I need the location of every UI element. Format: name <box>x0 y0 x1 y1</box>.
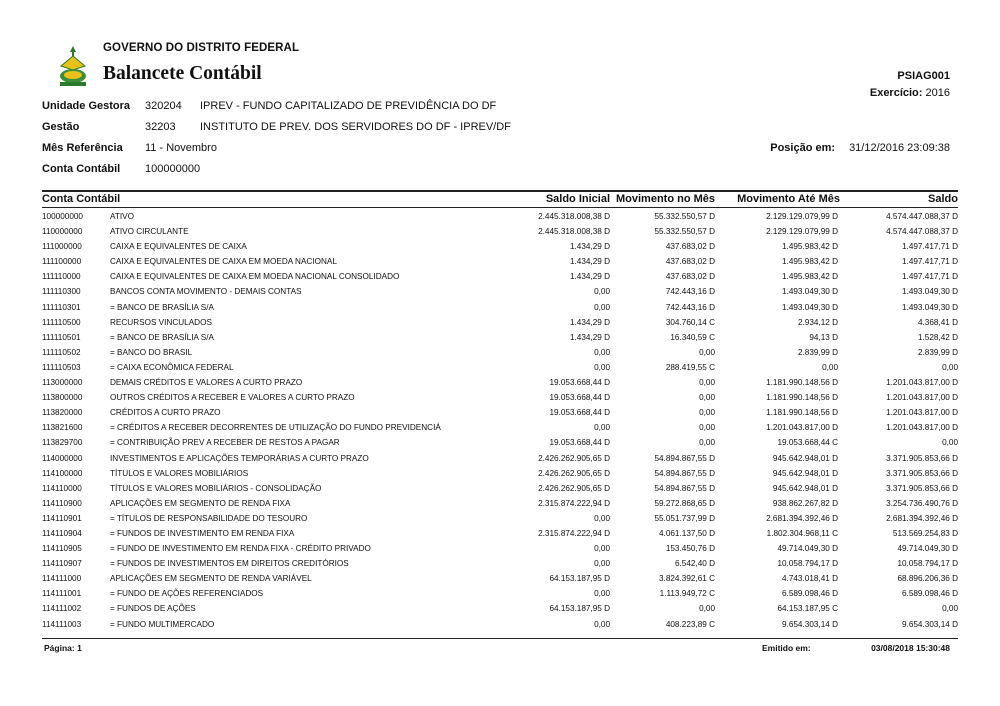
account-code-cell: 114110905 <box>42 544 82 554</box>
saldo-inicial-cell: 2.445.318.008,38 D <box>538 227 610 237</box>
saldo-cell: 1.528,42 D <box>917 332 958 342</box>
saldo-inicial-cell: 2.426.262.905,65 D <box>538 483 610 493</box>
table-row <box>42 345 958 360</box>
movimento-ate-mes-cell: 1.495.983,42 D <box>782 242 838 252</box>
movimento-ate-mes-cell: 945.642.948,01 D <box>772 453 838 463</box>
unidade-code: 320204 <box>145 100 182 112</box>
movimento-mes-cell: 54.894.867,55 D <box>654 483 715 493</box>
movimento-ate-mes-cell: 1.802.304.968,11 C <box>766 528 838 538</box>
conta-value: 100000000 <box>145 163 201 175</box>
account-description-cell: = TÍTULOS DE RESPONSABILIDADE DO TESOURO <box>110 513 308 523</box>
account-code-cell: 100000000 <box>42 212 83 221</box>
account-code-cell: 111110500 <box>42 317 81 327</box>
saldo-inicial-cell: 0,00 <box>594 287 610 297</box>
account-description-cell: RECURSOS VINCULADOS <box>110 317 212 327</box>
account-code-cell: 111110300 <box>42 287 81 297</box>
saldo-inicial-cell: 1.434,29 D <box>569 332 610 342</box>
account-description-cell: TÍTULOS E VALORES MOBILIÁRIOS - CONSOLIDAÇÃO <box>110 483 322 493</box>
movimento-mes-cell: 55.332.550,57 D <box>654 212 715 221</box>
table-row <box>42 269 958 284</box>
saldo-cell: 2.681.394.392,46 D <box>886 513 958 523</box>
saldo-cell: 3.254.736.490,76 D <box>886 498 958 508</box>
movimento-ate-mes-cell: 6.589.098,46 D <box>782 589 838 599</box>
movimento-mes-cell: 0,00 <box>699 347 715 357</box>
movimento-ate-mes-cell: 2.129.129.079,99 D <box>766 227 838 237</box>
saldo-inicial-cell: 1.434,29 D <box>569 272 610 282</box>
account-description-cell: OUTROS CRÉDITOS A RECEBER E VALORES A CURTO PRAZO <box>110 393 355 403</box>
saldo-inicial-cell: 1.434,29 D <box>569 257 610 267</box>
table-row <box>42 420 958 435</box>
account-description-cell: = FUNDO MULTIMERCADO <box>110 619 215 629</box>
movimento-ate-mes-cell: 1.495.983,42 D <box>782 257 838 267</box>
movimento-ate-mes-cell: 938.862.267,82 D <box>772 498 838 508</box>
table-row <box>42 511 958 526</box>
gestao-code: 32203 <box>145 121 176 133</box>
account-description-cell: CAIXA E EQUIVALENTES DE CAIXA EM MOEDA NACIONAL <box>110 257 337 267</box>
table-body <box>42 209 958 632</box>
unidade-label: Unidade Gestora <box>42 100 131 112</box>
saldo-cell: 68.896.206,36 D <box>897 574 958 584</box>
table-row <box>42 586 958 601</box>
table-row <box>42 284 958 299</box>
account-description-cell: = BANCO DO BRASIL <box>110 347 193 357</box>
account-code-cell: 114111000 <box>42 574 82 584</box>
movimento-ate-mes-cell: 2.839,99 D <box>797 347 838 357</box>
movimento-mes-cell: 153.450,76 D <box>665 544 715 554</box>
table-row <box>42 601 958 616</box>
page-label: Página: <box>44 643 75 653</box>
account-description-cell: CAIXA E EQUIVALENTES DE CAIXA EM MOEDA NACIONAL CONSOLIDADO <box>110 272 400 282</box>
saldo-inicial-cell: 19.053.668,44 D <box>549 408 610 418</box>
table-row <box>42 375 958 390</box>
movimento-mes-cell: 408.223,89 C <box>665 619 715 629</box>
saldo-cell: 1.497.417,71 D <box>902 242 958 252</box>
saldo-inicial-cell: 1.434,29 D <box>569 317 610 327</box>
gdf-emblem-logo <box>58 46 88 88</box>
account-description-cell: DEMAIS CRÉDITOS E VALORES A CURTO PRAZO <box>110 378 303 388</box>
table-row <box>42 526 958 541</box>
account-code-cell: 114110907 <box>42 559 82 569</box>
movimento-mes-cell: 288.419,55 C <box>665 362 715 372</box>
page-value: 1 <box>77 643 82 653</box>
saldo-cell: 1.497.417,71 D <box>902 257 958 267</box>
government-name: GOVERNO DO DISTRITO FEDERAL <box>103 42 300 54</box>
account-code-cell: 114111001 <box>42 589 82 599</box>
movimento-mes-cell: 54.894.867,55 D <box>654 468 715 478</box>
account-description-cell: = FUNDO DE INVESTIMENTO EM RENDA FIXA - CRÉDITO PRIVADO <box>110 544 371 554</box>
saldo-cell: 49.714.049,30 D <box>897 544 958 554</box>
col-header-conta: Conta Contábil <box>42 193 121 205</box>
account-description-cell: CRÉDITOS A CURTO PRAZO <box>110 408 221 418</box>
saldo-inicial-cell: 1.434,29 D <box>569 242 610 252</box>
movimento-ate-mes-cell: 1.181.990.148,56 D <box>766 393 838 403</box>
table-row <box>42 451 958 466</box>
movimento-mes-cell: 0,00 <box>699 408 715 418</box>
movimento-mes-cell: 3.824.392,61 C <box>659 574 715 584</box>
report-code: PSIAG001 <box>897 70 950 82</box>
saldo-inicial-cell: 19.053.668,44 D <box>549 393 610 403</box>
account-description-cell: = BANCO DE BRASÍLIA S/A <box>110 332 214 342</box>
movimento-mes-cell: 0,00 <box>699 423 715 433</box>
movimento-ate-mes-cell: 1.495.983,42 D <box>782 272 838 282</box>
page-number <box>44 643 82 653</box>
table-row <box>42 224 958 239</box>
movimento-ate-mes-cell: 945.642.948,01 D <box>772 483 838 493</box>
saldo-cell: 4.368,41 D <box>917 317 958 327</box>
account-description-cell: = CAIXA ECONÔMICA FEDERAL <box>110 362 234 372</box>
table-row <box>42 315 958 330</box>
account-description-cell: BANCOS CONTA MOVIMENTO - DEMAIS CONTAS <box>110 287 302 297</box>
saldo-inicial-cell: 0,00 <box>594 544 610 554</box>
table-row <box>42 556 958 571</box>
account-description-cell: APLICAÇÕES EM SEGMENTO DE RENDA FIXA <box>110 498 291 508</box>
col-header-saldo: Saldo <box>928 193 958 205</box>
table-row <box>42 360 958 375</box>
saldo-cell: 1.201.043.817,00 D <box>886 408 958 418</box>
exercicio-value: 2016 <box>925 87 950 99</box>
account-code-cell: 114110000 <box>42 483 82 493</box>
table-row <box>42 466 958 481</box>
movimento-ate-mes-cell: 2.681.394.392,46 D <box>766 513 838 523</box>
movimento-ate-mes-cell: 1.493.049,30 D <box>782 287 838 297</box>
movimento-mes-cell: 0,00 <box>699 438 715 448</box>
saldo-inicial-cell: 64.153.187,95 D <box>549 604 610 614</box>
unidade-name: IPREV - FUNDO CAPITALIZADO DE PREVIDÊNCIA DO DF <box>200 100 497 112</box>
movimento-ate-mes-cell: 49.714.049,30 D <box>777 544 838 554</box>
movimento-mes-cell: 59.272.868,65 D <box>654 498 715 508</box>
saldo-cell: 3.371.905.853,66 D <box>886 483 958 493</box>
table-row <box>42 254 958 269</box>
table-row <box>42 239 958 254</box>
movimento-ate-mes-cell: 2.129.129.079,99 D <box>766 212 838 221</box>
saldo-inicial-cell: 0,00 <box>594 362 610 372</box>
table-row <box>42 330 958 345</box>
saldo-inicial-cell: 64.153.187,95 D <box>549 574 610 584</box>
movimento-mes-cell: 0,00 <box>699 393 715 403</box>
account-description-cell: = FUNDOS DE INVESTIMENTO EM RENDA FIXA <box>110 528 295 538</box>
conta-label: Conta Contábil <box>42 163 121 175</box>
account-code-cell: 114110900 <box>42 498 82 508</box>
account-code-cell: 114110901 <box>42 513 82 523</box>
account-code-cell: 114111002 <box>42 604 82 614</box>
gestao-name: INSTITUTO DE PREV. DOS SERVIDORES DO DF - IPREV/DF <box>200 121 511 133</box>
table-row <box>42 571 958 586</box>
account-code-cell: 113829700 <box>42 438 83 448</box>
movimento-mes-cell: 1.113.949,72 C <box>659 589 715 599</box>
report-title: Balancete Contábil <box>103 63 262 84</box>
account-code-cell: 111110501 <box>42 332 81 342</box>
saldo-cell: 1.497.417,71 D <box>902 272 958 282</box>
saldo-inicial-cell: 0,00 <box>594 589 610 599</box>
saldo-cell: 513.569.254,83 D <box>892 528 958 538</box>
table-top-rule <box>42 190 958 192</box>
account-code-cell: 113000000 <box>42 378 83 388</box>
col-header-movimento-mes: Movimento no Mês <box>615 193 715 205</box>
account-code-cell: 113820000 <box>42 408 83 418</box>
posicao-value: 31/12/2016 23:09:38 <box>849 142 950 154</box>
account-code-cell: 111110502 <box>42 347 81 357</box>
movimento-ate-mes-cell: 19.053.668,44 C <box>777 438 838 448</box>
movimento-mes-cell: 6.542,40 D <box>674 559 715 569</box>
posicao <box>770 142 950 154</box>
table-row <box>42 390 958 405</box>
saldo-cell: 9.654.303,14 D <box>902 619 958 629</box>
account-code-cell: 111110301 <box>42 302 81 312</box>
col-header-saldo-inicial: Saldo Inicial <box>545 193 610 205</box>
saldo-cell: 6.589.098,46 D <box>902 589 958 599</box>
movimento-mes-cell: 4.061.137,50 D <box>659 528 715 538</box>
table-row <box>42 496 958 511</box>
movimento-ate-mes-cell: 64.153.187,95 C <box>777 604 838 614</box>
account-description-cell: = FUNDO DE AÇÕES REFERENCIADOS <box>110 589 264 599</box>
movimento-mes-cell: 16.340,59 C <box>670 332 715 342</box>
saldo-cell: 1.201.043.817,00 D <box>886 423 958 433</box>
movimento-mes-cell: 437.683,02 D <box>665 257 715 267</box>
movimento-ate-mes-cell: 4.743.018,41 D <box>782 574 838 584</box>
account-description-cell: = CRÉDITOS A RECEBER DECORRENTES DE UTILIZAÇÃO DO FUNDO PREVIDENCIÁ <box>110 423 441 433</box>
table-row <box>42 541 958 556</box>
account-description-cell: = CONTRIBUIÇÃO PREV A RECEBER DE RESTOS A PAGAR <box>110 438 340 448</box>
account-code-cell: 111110000 <box>42 272 81 282</box>
saldo-inicial-cell: 2.426.262.905,65 D <box>538 468 610 478</box>
account-description-cell: INVESTIMENTOS E APLICAÇÕES TEMPORÁRIAS A CURTO PRAZO <box>110 453 369 463</box>
saldo-inicial-cell: 2.315.874.222,94 D <box>538 528 610 538</box>
saldo-inicial-cell: 0,00 <box>594 619 610 629</box>
movimento-ate-mes-cell: 1.181.990.148,56 D <box>766 378 838 388</box>
account-code-cell: 114100000 <box>42 468 83 478</box>
gestao-label: Gestão <box>42 121 80 133</box>
table-row <box>42 617 958 632</box>
col-header-movimento-ate-mes: Movimento Até Mês <box>737 193 840 205</box>
saldo-cell: 10.058.794,17 D <box>897 559 958 569</box>
account-code-cell: 111100000 <box>42 257 82 267</box>
movimento-mes-cell: 304.760,14 C <box>665 317 715 327</box>
movimento-ate-mes-cell: 2.934,12 D <box>797 317 838 327</box>
account-code-cell: 110000000 <box>42 227 83 237</box>
account-description-cell: = FUNDOS DE INVESTIMENTOS EM DIREITOS CREDITÓRIOS <box>110 559 349 569</box>
account-description-cell: CAIXA E EQUIVALENTES DE CAIXA <box>110 242 247 252</box>
table-header-rule <box>42 207 958 208</box>
saldo-inicial-cell: 0,00 <box>594 302 610 312</box>
movimento-ate-mes-cell: 94,13 D <box>809 332 838 342</box>
saldo-inicial-cell: 0,00 <box>594 559 610 569</box>
movimento-mes-cell: 0,00 <box>699 604 715 614</box>
account-description-cell: ATIVO CIRCULANTE <box>110 227 189 237</box>
movimento-mes-cell: 55.332.550,57 D <box>654 227 715 237</box>
saldo-inicial-cell: 0,00 <box>594 423 610 433</box>
saldo-inicial-cell: 19.053.668,44 D <box>549 438 610 448</box>
saldo-inicial-cell: 0,00 <box>594 347 610 357</box>
movimento-ate-mes-cell: 10.058.794,17 D <box>777 559 838 569</box>
saldo-cell: 1.201.043.817,00 D <box>886 393 958 403</box>
saldo-cell: 3.371.905.853,66 D <box>886 453 958 463</box>
emitido-value: 03/08/2018 15:30:48 <box>871 643 950 653</box>
movimento-mes-cell: 54.894.867,55 D <box>654 453 715 463</box>
saldo-cell: 4.574.447.088,37 D <box>886 212 958 221</box>
saldo-cell: 0,00 <box>942 604 958 614</box>
movimento-mes-cell: 742.443,16 D <box>665 302 715 312</box>
saldo-inicial-cell: 2.315.874.222,94 D <box>538 498 610 508</box>
saldo-cell: 1.493.049,30 D <box>902 287 958 297</box>
saldo-inicial-cell: 2.426.262.905,65 D <box>538 453 610 463</box>
account-description-cell: = BANCO DE BRASÍLIA S/A <box>110 302 214 312</box>
saldo-cell: 1.201.043.817,00 D <box>886 378 958 388</box>
movimento-mes-cell: 0,00 <box>699 378 715 388</box>
movimento-mes-cell: 55.051.737,99 D <box>654 513 715 523</box>
mes-label: Mês Referência <box>42 142 123 154</box>
saldo-cell: 4.574.447.088,37 D <box>886 227 958 237</box>
saldo-inicial-cell: 2.445.318.008,38 D <box>538 212 610 221</box>
saldo-cell: 3.371.905.853,66 D <box>886 468 958 478</box>
exercicio-label: Exercício: <box>869 87 923 99</box>
saldo-inicial-cell: 19.053.668,44 D <box>549 378 610 388</box>
movimento-ate-mes-cell: 1.201.043.817,00 D <box>766 423 838 433</box>
posicao-label: Posição em: <box>770 142 836 154</box>
account-code-cell: 114110904 <box>42 528 82 538</box>
table-row <box>42 405 958 420</box>
account-code-cell: 113821600 <box>42 423 83 433</box>
table-row <box>42 209 958 224</box>
account-code-cell: 114000000 <box>42 453 83 463</box>
table-bottom-rule <box>42 638 958 639</box>
account-description-cell: = FUNDOS DE AÇÕES <box>110 604 196 614</box>
movimento-mes-cell: 742.443,16 D <box>665 287 715 297</box>
account-description-cell: ATIVO <box>110 212 134 221</box>
saldo-cell: 1.493.049,30 D <box>902 302 958 312</box>
table-row <box>42 435 958 450</box>
mes-value: 11 - Novembro <box>145 142 217 154</box>
movimento-ate-mes-cell: 9.654.303,14 D <box>782 619 838 629</box>
account-description-cell: APLICAÇÕES EM SEGMENTO DE RENDA VARIÁVEL <box>110 574 312 584</box>
account-code-cell: 111000000 <box>42 242 82 252</box>
emitido-label: Emitido em: <box>762 643 811 653</box>
table-row <box>42 300 958 315</box>
movimento-ate-mes-cell: 1.493.049,30 D <box>782 302 838 312</box>
account-description-cell: TÍTULOS E VALORES MOBILIÁRIOS <box>110 468 249 478</box>
exercicio <box>870 87 950 99</box>
account-code-cell: 114111003 <box>42 619 82 629</box>
saldo-inicial-cell: 0,00 <box>594 513 610 523</box>
account-code-cell: 111110503 <box>42 362 81 372</box>
movimento-ate-mes-cell: 0,00 <box>822 362 838 372</box>
account-code-cell: 113800000 <box>42 393 83 403</box>
movimento-mes-cell: 437.683,02 D <box>665 242 715 252</box>
saldo-cell: 0,00 <box>942 362 958 372</box>
saldo-cell: 0,00 <box>942 438 958 448</box>
movimento-ate-mes-cell: 945.642.948,01 D <box>772 468 838 478</box>
table-row <box>42 481 958 496</box>
saldo-cell: 2.839,99 D <box>917 347 958 357</box>
movimento-mes-cell: 437.683,02 D <box>665 272 715 282</box>
movimento-ate-mes-cell: 1.181.990.148,56 D <box>766 408 838 418</box>
